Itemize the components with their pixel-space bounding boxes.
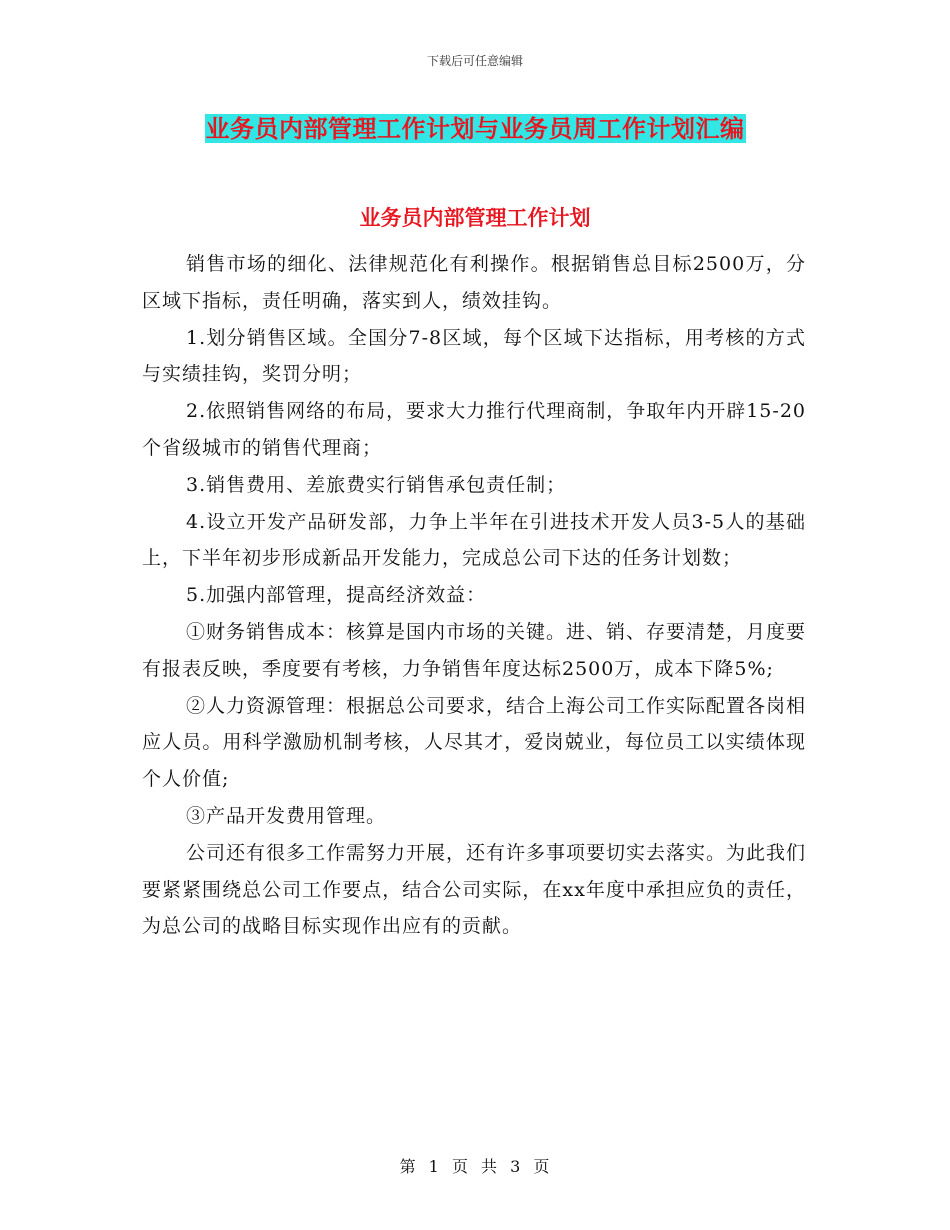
paragraph-subitem-1: ①财务销售成本：核算是国内市场的关键。进、销、存要清楚，月度要有报表反映，季度要有考核，力争销售年度达标2500万，成本下降5%; — [142, 620, 807, 680]
paragraph-item-2: 2.依照销售网络的布局，要求大力推行代理商制，争取年内开辟15-20个省级城市的销售代理商； — [142, 400, 806, 459]
paragraph-item-1: 1.划分销售区域。全国分7-8区域，每个区域下达指标，用考核的方式与实绩挂钩，奖罚分明； — [142, 326, 806, 386]
paragraph-conclusion: 公司还有很多工作需努力开展，还有许多事项要切实去落实。为此我们要紧紧围绕总公司工作要点，结合公司实际，在xx年度中承担应负的责任，为总公司的战略目标实现作出应有的贡献。 — [142, 841, 807, 938]
document-title — [0, 114, 950, 144]
page-footer: 第 1 页 共 3 页 — [399, 1157, 551, 1176]
paragraph-subitem-3: ③产品开发费用管理。 — [186, 804, 387, 827]
section-title: 业务员内部管理工作计划 — [359, 205, 591, 230]
paragraph-subitem-2: ②人力资源管理：根据总公司要求，结合上海公司工作实际配置各岗相应人员。用科学激励机制考核，人尽其才，爱岗兢业，每位员工以实绩体现个人价值; — [142, 694, 807, 791]
document-title-text: 业务员内部管理工作计划与业务员周工作计划汇编 — [205, 114, 745, 143]
paragraph-item-3: 3.销售费用、差旅费实行销售承包责任制； — [186, 473, 567, 496]
document-body — [142, 246, 806, 945]
paragraph-intro: 销售市场的细化、法律规范化有利操作。根据销售总目标2500万，分区域下指标，责任明确，落实到人，绩效挂钩。 — [142, 253, 806, 312]
header-note: 下载后可任意编辑 — [426, 54, 523, 68]
paragraph-item-4: 4.设立开发产品研发部，力争上半年在引进技术开发人员3-5人的基础上，下半年初步形成新品开发能力，完成总公司下达的任务计划数； — [142, 510, 806, 570]
paragraph-item-5: 5.加强内部管理，提高经济效益： — [186, 584, 487, 607]
